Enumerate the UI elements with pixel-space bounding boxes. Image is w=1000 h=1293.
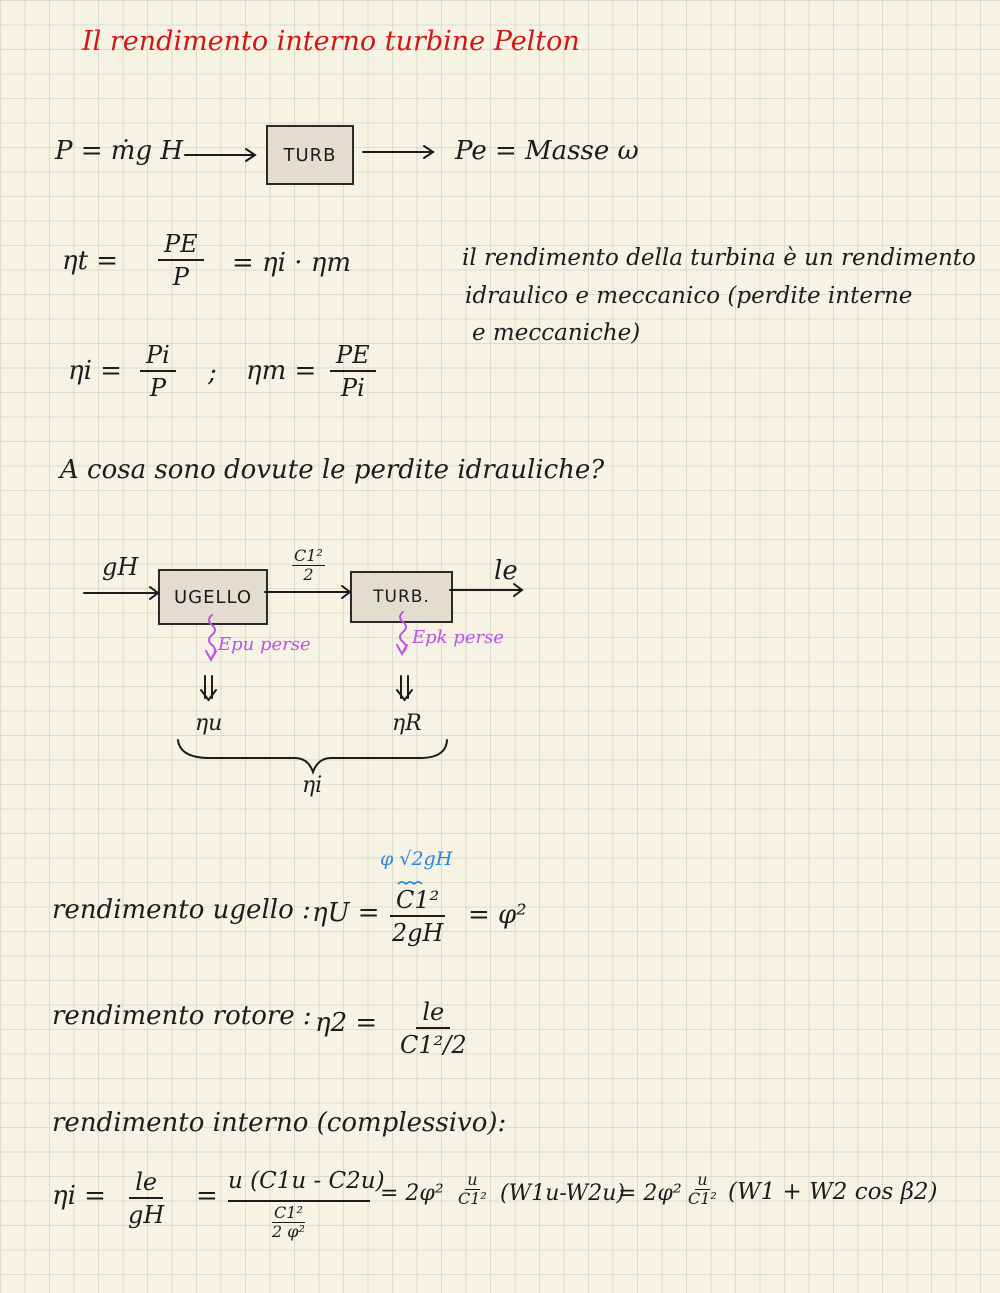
internal-f2-den-den: 2 φ² bbox=[272, 1222, 305, 1241]
arrow-right-icon bbox=[84, 587, 158, 599]
nozzle-annotation: φ √2gH bbox=[380, 848, 453, 870]
double-arrow-down-icon bbox=[397, 676, 412, 700]
rotor-lhs: η2 = bbox=[315, 1008, 378, 1038]
rotor-num: le bbox=[416, 1000, 450, 1029]
internal-f4-den: C1² bbox=[688, 1189, 717, 1208]
eta-t-lhs: ηt = bbox=[62, 246, 119, 276]
internal-term-3: (W1u-W2u) bbox=[500, 1181, 625, 1206]
internal-f1-den: gH bbox=[128, 1201, 165, 1229]
arrow-right-icon bbox=[265, 586, 350, 598]
eta-m-lhs: ηm = bbox=[246, 356, 317, 386]
nozzle-label: rendimento ugello : bbox=[52, 895, 311, 925]
eta-i-total: ηi bbox=[302, 773, 323, 798]
internal-eq-2: = 2φ² bbox=[380, 1181, 444, 1206]
nozzle-num: C1² bbox=[390, 888, 445, 917]
eta-t-num: PE bbox=[158, 232, 204, 261]
nozzle-lhs: ηU = bbox=[312, 898, 380, 928]
squiggle-arrow-icon bbox=[209, 615, 215, 657]
double-arrow-down-icon bbox=[201, 676, 216, 700]
internal-f3-den: C1² bbox=[458, 1189, 487, 1208]
question: A cosa sono dovute le perdite idrauliche? bbox=[60, 455, 605, 485]
rotor-den: C1²/2 bbox=[400, 1031, 467, 1059]
squiggle-arrow-icon bbox=[400, 612, 406, 652]
separator: ; bbox=[208, 358, 217, 388]
note-line-3: e meccaniche) bbox=[472, 320, 641, 346]
nozzle-box: UGELLO bbox=[158, 569, 268, 625]
arrow-right-icon bbox=[450, 584, 522, 596]
turbine-box-2: TURB. bbox=[350, 571, 453, 623]
turbine-box: TURB bbox=[266, 125, 354, 185]
diagram-output: le bbox=[494, 556, 518, 586]
eta-r-label: ηR bbox=[392, 711, 422, 736]
nozzle-rhs: = φ² bbox=[468, 900, 527, 930]
note-line-2: idraulico e meccanico (perdite interne bbox=[465, 283, 913, 309]
output-power: Pe = Masse ω bbox=[455, 136, 639, 166]
diagram-mid-num: C1² bbox=[294, 546, 323, 565]
page-title: Il rendimento interno turbine Pelton bbox=[82, 26, 580, 57]
eta-t-den: P bbox=[172, 263, 189, 291]
eta-m-num: PE bbox=[330, 343, 376, 372]
arrow-right-icon bbox=[363, 146, 433, 158]
diagram-input: gH bbox=[102, 553, 139, 581]
arrow-right-icon bbox=[185, 149, 255, 161]
eta-i-den: P bbox=[149, 374, 166, 402]
internal-f2-den-num: C1² bbox=[274, 1203, 303, 1222]
internal-eq-1: = bbox=[196, 1181, 218, 1211]
small-brace-icon bbox=[398, 882, 422, 884]
eta-m-den: Pi bbox=[340, 374, 365, 402]
eta-u-label: ηu bbox=[195, 711, 223, 736]
loss-2: Epk perse bbox=[412, 627, 504, 648]
internal-f4-num: u bbox=[697, 1170, 708, 1189]
internal-lhs: ηi = bbox=[52, 1181, 106, 1211]
internal-eq-3: = 2φ² bbox=[618, 1181, 682, 1206]
nozzle-den: 2gH bbox=[391, 919, 444, 947]
rotor-label: rendimento rotore : bbox=[52, 1001, 312, 1031]
brace-icon bbox=[178, 740, 447, 772]
diagram-mid-den: 2 bbox=[303, 565, 314, 584]
loss-1: Epu perse bbox=[218, 634, 311, 655]
eta-i-lhs: ηi = bbox=[68, 356, 122, 386]
eta-t-rhs: = ηi · ηm bbox=[232, 248, 351, 278]
input-power: P = ṁg H bbox=[55, 136, 184, 166]
internal-f3-num: u bbox=[467, 1170, 478, 1189]
eta-i-num: Pi bbox=[140, 343, 176, 372]
internal-f1-num: le bbox=[129, 1170, 163, 1199]
internal-label: rendimento interno (complessivo): bbox=[52, 1108, 507, 1138]
note-line-1: il rendimento della turbina è un rendimento bbox=[462, 245, 976, 271]
internal-term-4: (W1 + W2 cos β2) bbox=[728, 1179, 938, 1205]
internal-f2-num: u (C1u - C2u) bbox=[228, 1168, 385, 1194]
